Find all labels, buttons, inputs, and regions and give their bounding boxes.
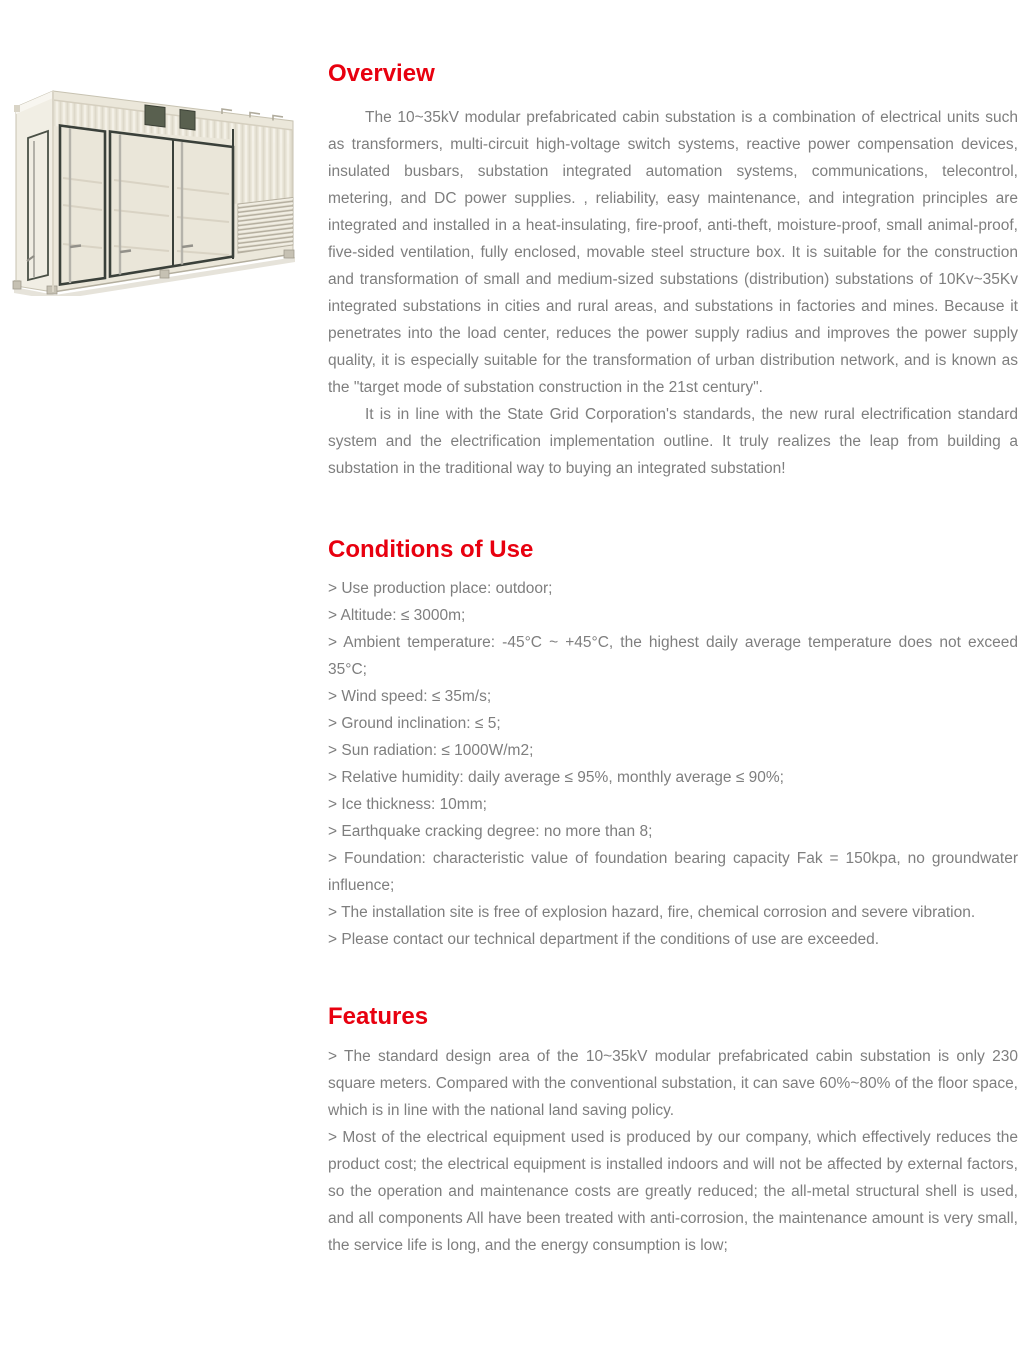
overview-paragraph-2: It is in line with the State Grid Corporation's standards, the new rural electrification standard system and the electrification implementation outline. It truly realizes the leap from building a substation in the traditional way to buying an integrated substation! (328, 406, 1018, 477)
door-handle (120, 251, 131, 253)
features-title: Features (328, 1003, 429, 1030)
condition-item: > Earthquake cracking degree: no more than 8; (328, 823, 653, 840)
section-conditions-of-use (328, 536, 1018, 953)
container-door-bay-left (60, 126, 105, 285)
door-handle (182, 246, 193, 248)
container-side-face (14, 91, 53, 292)
section-overview (328, 60, 1018, 482)
condition-item: > Sun radiation: ≤ 1000W/m2; (328, 742, 534, 759)
conditions-list (328, 575, 1018, 953)
product-photo (10, 84, 310, 296)
feature-item: > Most of the electrical equipment used is produced by our company, which effectively reduces the product cost; the electrical equipment is installed indoors and will not be affected by external factors, so the operation and maintenance costs are greatly reduced; the all-metal structural shell is used, and all components All have been treated with anti-corrosion, the maintenance amount is very small, the service life is long, and the energy consumption is low; (328, 1129, 1018, 1254)
condition-item: > Relative humidity: daily average ≤ 95%, monthly average ≤ 90%; (328, 769, 784, 786)
condition-item: > The installation site is free of explosion hazard, fire, chemical corrosion and severe vibration. (328, 904, 976, 921)
container-louver-vent (238, 198, 293, 254)
condition-item: > Wind speed: ≤ 35m/s; (328, 688, 492, 705)
condition-item: > Ice thickness: 10mm; (328, 796, 487, 813)
side-access-door (27, 131, 48, 280)
condition-item: > Please contact our technical department if the conditions of use are exceeded. (328, 931, 880, 948)
condition-item: > Ambient temperature: -45°C ~ +45°C, the highest daily average temperature does not exceed 35°C; (328, 634, 1018, 678)
condition-item: > Foundation: characteristic value of foundation bearing capacity Fak = 150kpa, no groundwater influence; (328, 850, 1018, 894)
feature-item: > The standard design area of the 10~35kV modular prefabricated cabin substation is only 230 square meters. Compared with the conventional substation, it can save 60%~80% of the floor space, which is in line with the national land saving policy. (328, 1048, 1018, 1119)
container-door-bay-right (110, 132, 233, 277)
overview-paragraph-1: The 10~35kV modular prefabricated cabin substation is a combination of electrical units such as transformers, multi-circuit high-voltage switch systems, reactive power compensation devices, insulated busbars, substation integrated automation systems, communications, telecontrol, metering, and DC power supplies. , reliability, easy maintenance, and integration principles are integrated and installed in a heat-insulating, fire-proof, anti-theft, moisture-proof, small animal-proof, five-sided ventilation, fully enclosed, movable steel structure box. It is suitable for the construction and transformation of small and medium-sized substations (distribution) substations of 10Kv~35Kv integrated substations in cities and rural areas, and substations in factories and mines. Because it penetrates into the load center, reduces the power supply radius and improves the power supply quality, it is especially suitable for the transformation of urban distribution network, and is known as the "target mode of substation construction in the 21st century". (328, 109, 1018, 396)
door-handle (70, 246, 81, 248)
condition-item: > Ground inclination: ≤ 5; (328, 715, 501, 732)
section-features (328, 1003, 1018, 1259)
substation-cabin-illustration (10, 84, 310, 296)
overview-title: Overview (328, 60, 435, 87)
features-list (328, 1043, 1018, 1259)
condition-item: > Use production place: outdoor; (328, 580, 553, 597)
article-content (328, 0, 1018, 1259)
conditions-title: Conditions of Use (328, 536, 534, 563)
condition-item: > Altitude: ≤ 3000m; (328, 607, 466, 624)
